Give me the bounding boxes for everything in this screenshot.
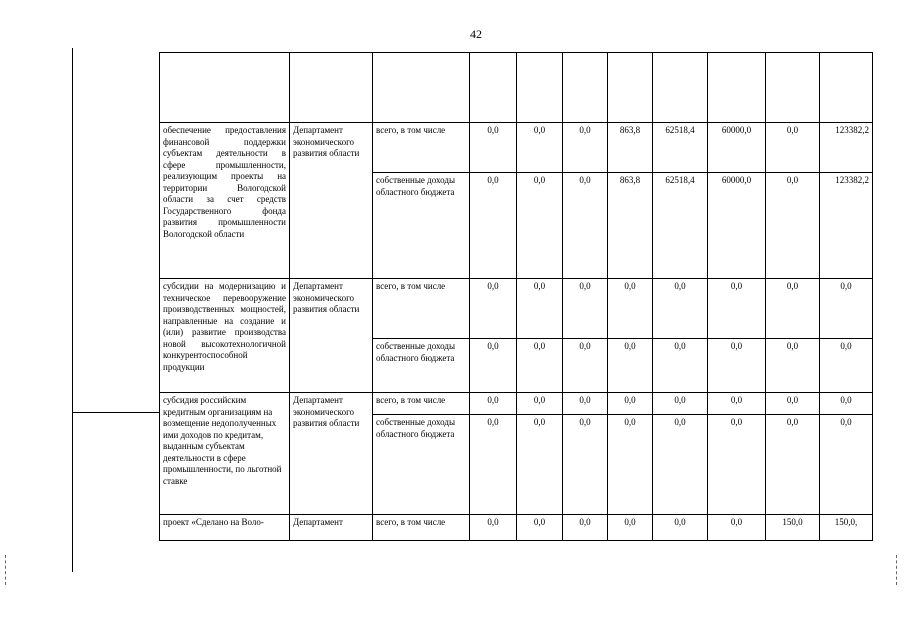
value-cell: 0,0 <box>653 279 708 339</box>
value-cell: 60000,0 <box>708 173 766 279</box>
value-cell: 0,0 <box>766 123 820 173</box>
value-cell: 0,0 <box>563 339 608 393</box>
scan-edge-mark-left <box>5 555 7 585</box>
value-cell: 0,0 <box>470 515 517 541</box>
value-cell: 0,0 <box>708 279 766 339</box>
source-cell: всего, в том числе <box>373 279 470 339</box>
left-margin-tick <box>72 412 160 413</box>
table-row <box>160 393 873 415</box>
value-cell: 0,0 <box>563 279 608 339</box>
source-cell: собственные доходы областного бюджета <box>373 415 470 515</box>
value-cell: 0,0 <box>766 173 820 279</box>
value-cell: 0,0 <box>653 415 708 515</box>
value-cell: 0,0 <box>563 415 608 515</box>
value-cell: 0,0 <box>820 393 873 415</box>
header-cell <box>160 53 290 123</box>
program-cell: обеспечение предоставления финансовой поддержки субъектам деятельности в сфере промышленности, реализующим проекты на территории Вологодской области за счет средств Государственного фонда развития промышленности Вологодской области <box>160 123 290 279</box>
value-cell: 0,0 <box>708 515 766 541</box>
table-header-row <box>160 53 873 123</box>
value-cell: 0,0 <box>608 515 653 541</box>
program-cell: субсидии на модернизацию и техническое перевооружение производственных мощностей, направленные на создание и (или) развитие производства новой высокотехнологичной конкурентоспособной продукции <box>160 279 290 393</box>
value-cell: 150,0 <box>766 515 820 541</box>
value-cell: 0,0 <box>563 393 608 415</box>
value-cell: 0,0 <box>517 339 563 393</box>
program-cell: проект «Сделано на Воло- <box>160 515 290 541</box>
program-cell: субсидия российским кредитным организациям на возмещение недополученных ими доходов по кредитам, выданным субъектам деятельности в сфере промышленности, по льготной ставке <box>160 393 290 515</box>
value-cell: 123382,2 <box>820 173 873 279</box>
scan-edge-mark-right <box>896 555 898 585</box>
source-cell: всего, в том числе <box>373 393 470 415</box>
value-cell: 0,0 <box>653 393 708 415</box>
value-cell: 0,0 <box>608 415 653 515</box>
value-cell: 0,0 <box>766 339 820 393</box>
value-cell: 0,0 <box>563 123 608 173</box>
value-cell: 0,0 <box>766 415 820 515</box>
header-cell <box>373 53 470 123</box>
header-cell <box>653 53 708 123</box>
executor-cell: Департамент экономического развития области <box>290 393 373 515</box>
value-cell: 0,0 <box>517 279 563 339</box>
value-cell: 0,0 <box>470 393 517 415</box>
source-cell: собственные доходы областного бюджета <box>373 173 470 279</box>
executor-cell: Департамент экономического развития области <box>290 279 373 393</box>
header-cell <box>708 53 766 123</box>
value-cell: 0,0 <box>708 393 766 415</box>
value-cell: 0,0 <box>470 173 517 279</box>
value-cell: 0,0 <box>517 173 563 279</box>
table-row <box>160 123 873 173</box>
header-cell <box>608 53 653 123</box>
header-cell <box>820 53 873 123</box>
value-cell: 0,0 <box>608 339 653 393</box>
budget-table <box>159 52 873 541</box>
value-cell: 0,0 <box>470 123 517 173</box>
source-cell: всего, в том числе <box>373 123 470 173</box>
value-cell: 0,0 <box>517 515 563 541</box>
executor-cell: Департамент экономического развития области <box>290 123 373 279</box>
value-cell: 0,0 <box>653 339 708 393</box>
value-cell: 0,0 <box>608 393 653 415</box>
value-cell: 0,0 <box>653 515 708 541</box>
left-margin-rule <box>72 48 73 572</box>
value-cell: 60000,0 <box>708 123 766 173</box>
value-cell: 0,0 <box>708 415 766 515</box>
page-number: 42 <box>470 27 482 41</box>
value-cell: 0,0 <box>766 393 820 415</box>
header-cell <box>290 53 373 123</box>
value-cell: 0,0 <box>470 415 517 515</box>
table-row <box>160 515 873 541</box>
value-cell: 150,0, <box>820 515 873 541</box>
value-cell: 863,8 <box>608 123 653 173</box>
value-cell: 863,8 <box>608 173 653 279</box>
header-cell <box>517 53 563 123</box>
value-cell: 0,0 <box>517 123 563 173</box>
source-cell: собственные доходы областного бюджета <box>373 339 470 393</box>
value-cell: 0,0 <box>820 339 873 393</box>
executor-cell: Департамент <box>290 515 373 541</box>
value-cell: 0,0 <box>708 339 766 393</box>
value-cell: 0,0 <box>517 415 563 515</box>
header-cell <box>766 53 820 123</box>
value-cell: 62518,4 <box>653 173 708 279</box>
value-cell: 0,0 <box>820 279 873 339</box>
value-cell: 0,0 <box>470 279 517 339</box>
value-cell: 0,0 <box>820 415 873 515</box>
value-cell: 0,0 <box>470 339 517 393</box>
header-cell <box>563 53 608 123</box>
value-cell: 0,0 <box>517 393 563 415</box>
source-cell: всего, в том числе <box>373 515 470 541</box>
value-cell: 0,0 <box>766 279 820 339</box>
value-cell: 0,0 <box>608 279 653 339</box>
value-cell: 0,0 <box>563 515 608 541</box>
value-cell: 62518,4 <box>653 123 708 173</box>
table-row <box>160 279 873 339</box>
value-cell: 0,0 <box>563 173 608 279</box>
header-cell <box>470 53 517 123</box>
value-cell: 123382,2 <box>820 123 873 173</box>
